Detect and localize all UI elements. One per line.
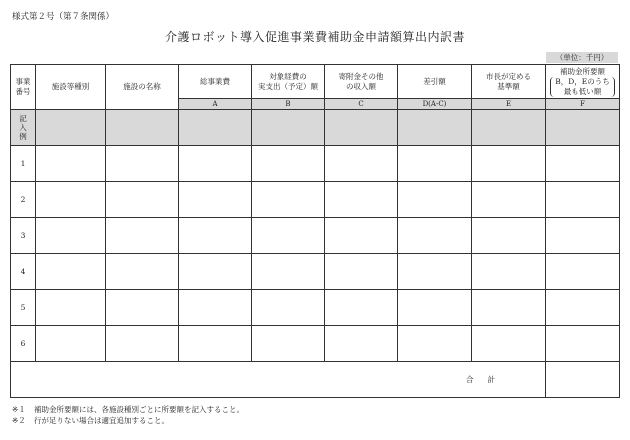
entry-cell[interactable] xyxy=(36,290,106,326)
entry-cell[interactable] xyxy=(398,326,472,362)
table-row xyxy=(11,290,620,326)
table-row xyxy=(11,146,620,182)
letter-a: A xyxy=(179,99,252,110)
note-2 xyxy=(12,415,169,426)
entry-cell[interactable] xyxy=(472,254,546,290)
example-cell[interactable] xyxy=(179,110,252,146)
entry-cell[interactable] xyxy=(106,146,179,182)
total-label: 合計 xyxy=(11,362,546,398)
col-header-difference: 差引額 xyxy=(398,65,472,99)
entry-cell[interactable] xyxy=(36,326,106,362)
letter-b: B xyxy=(252,99,325,110)
example-cell[interactable] xyxy=(472,110,546,146)
note-2-mark: ※２ xyxy=(12,416,26,425)
entry-cell[interactable] xyxy=(252,218,325,254)
entry-cell[interactable] xyxy=(325,218,398,254)
note-1-text: 補助金所要額には、各施設種別ごとに所要額を記入すること。 xyxy=(34,405,244,414)
example-label: 記入例 xyxy=(19,113,27,141)
entry-cell[interactable] xyxy=(325,326,398,362)
entry-cell[interactable] xyxy=(398,146,472,182)
col-header-mayor-standard: 市長が定める 基準額 xyxy=(472,65,546,99)
col-header-total-cost: 総事業費 xyxy=(179,65,252,99)
entry-cell[interactable] xyxy=(106,254,179,290)
entry-cell[interactable] xyxy=(252,182,325,218)
table-row xyxy=(11,218,620,254)
document-title: 介護ロボット導入促進事業費補助金申請額算出内訳書 xyxy=(164,30,465,44)
entry-cell[interactable] xyxy=(546,218,620,254)
total-value-cell[interactable] xyxy=(546,362,620,398)
entry-cell[interactable] xyxy=(252,146,325,182)
row-number: 1 xyxy=(11,146,36,182)
entry-cell[interactable] xyxy=(252,254,325,290)
entry-cell[interactable] xyxy=(546,182,620,218)
entry-cell[interactable] xyxy=(398,290,472,326)
row-number: 2 xyxy=(11,182,36,218)
entry-cell[interactable] xyxy=(325,146,398,182)
row-number: 6 xyxy=(11,326,36,362)
required-amount-bracket: B，D，Eのうち 最も低い額 xyxy=(550,77,615,97)
application-breakdown-table xyxy=(10,64,620,398)
table-row xyxy=(11,326,620,362)
entry-cell[interactable] xyxy=(106,326,179,362)
entry-cell[interactable] xyxy=(546,254,620,290)
entry-cell[interactable] xyxy=(36,218,106,254)
example-cell[interactable] xyxy=(106,110,179,146)
entry-cell[interactable] xyxy=(179,146,252,182)
row-number: 5 xyxy=(11,290,36,326)
entry-cell[interactable] xyxy=(398,182,472,218)
letter-e: E xyxy=(472,99,546,110)
entry-cell[interactable] xyxy=(472,326,546,362)
total-row xyxy=(11,362,620,398)
col-header-target-expense: 対象経費の 実支出（予定）額 xyxy=(252,65,325,99)
example-cell[interactable] xyxy=(325,110,398,146)
entry-cell[interactable] xyxy=(546,326,620,362)
col-header-project-no: 事業 番号 xyxy=(11,65,36,110)
letter-c: C xyxy=(325,99,398,110)
col-header-facility-type: 施設等種別 xyxy=(36,65,106,110)
col-header-donation-income: 寄附金その他 の収入額 xyxy=(325,65,398,99)
entry-cell[interactable] xyxy=(252,290,325,326)
entry-cell[interactable] xyxy=(472,218,546,254)
entry-cell[interactable] xyxy=(472,182,546,218)
entry-cell[interactable] xyxy=(36,182,106,218)
col-header-facility-name: 施設の名称 xyxy=(106,65,179,110)
entry-cell[interactable] xyxy=(106,218,179,254)
entry-cell[interactable] xyxy=(325,254,398,290)
note-1 xyxy=(12,404,244,415)
entry-cell[interactable] xyxy=(36,254,106,290)
entry-cell[interactable] xyxy=(179,290,252,326)
note-1-mark: ※１ xyxy=(12,405,26,414)
entry-cell[interactable] xyxy=(546,146,620,182)
entry-cell[interactable] xyxy=(398,254,472,290)
entry-cell[interactable] xyxy=(398,218,472,254)
example-row xyxy=(11,110,620,146)
table-row xyxy=(11,182,620,218)
row-number: 4 xyxy=(11,254,36,290)
table-row xyxy=(11,254,620,290)
entry-cell[interactable] xyxy=(106,182,179,218)
entry-cell[interactable] xyxy=(546,290,620,326)
entry-cell[interactable] xyxy=(36,146,106,182)
entry-cell[interactable] xyxy=(252,326,325,362)
note-2-text: 行が足りない場合は適宜追加すること。 xyxy=(34,416,169,425)
letter-f: F xyxy=(546,99,620,110)
entry-cell[interactable] xyxy=(179,326,252,362)
entry-cell[interactable] xyxy=(472,290,546,326)
entry-cell[interactable] xyxy=(325,290,398,326)
example-label-cell xyxy=(11,110,36,146)
form-number: 様式第２号（第７条関係） xyxy=(12,12,115,22)
example-cell[interactable] xyxy=(36,110,106,146)
letter-d: D(A-C) xyxy=(398,99,472,110)
unit-label: （単位：千円） xyxy=(546,52,618,63)
entry-cell[interactable] xyxy=(179,218,252,254)
entry-cell[interactable] xyxy=(179,254,252,290)
entry-cell[interactable] xyxy=(179,182,252,218)
col-header-required-amount: 補助金所要額 B，D，Eのうち 最も低い額 xyxy=(546,65,620,99)
data-rows xyxy=(11,146,620,362)
row-number: 3 xyxy=(11,218,36,254)
entry-cell[interactable] xyxy=(106,290,179,326)
header-row xyxy=(11,65,620,99)
example-cell[interactable] xyxy=(398,110,472,146)
entry-cell[interactable] xyxy=(472,146,546,182)
entry-cell[interactable] xyxy=(325,182,398,218)
example-cell[interactable] xyxy=(546,110,620,146)
example-cell[interactable] xyxy=(252,110,325,146)
